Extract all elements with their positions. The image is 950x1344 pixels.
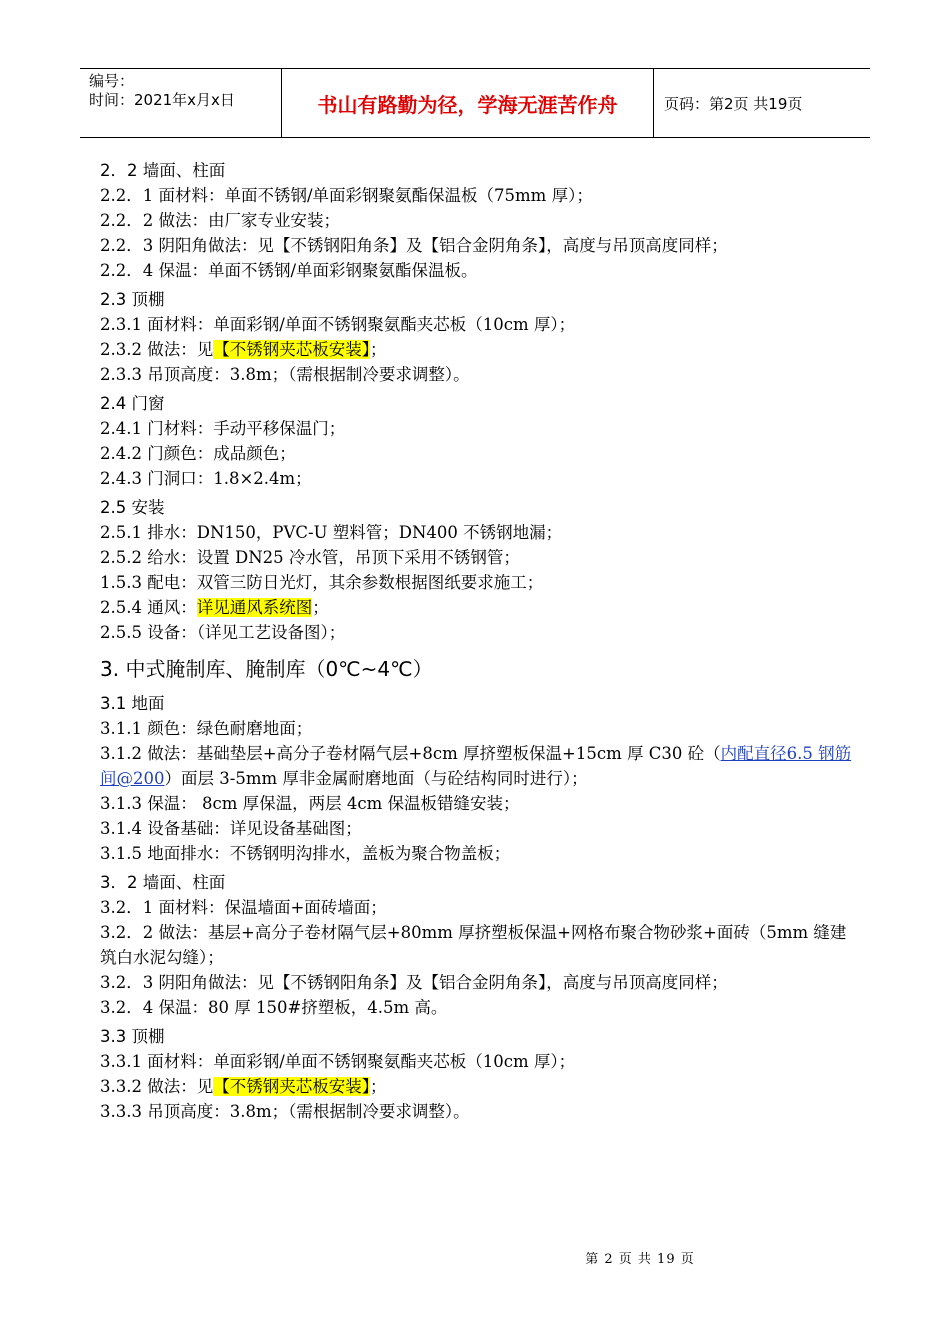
item-2-2-3: 2.2．3 阴阳角做法：见【不锈钢阳角条】及【铝合金阴角条】，高度与吊顶高度同样； [100,236,728,255]
item-2-3-1: 2.3.1 面材料：单面彩钢/单面不锈钢聚氨酯夹芯板（10cm 厚）； [100,315,576,334]
item-2-3-2 [100,337,860,362]
page-header [80,68,870,138]
item-2-5-5: 2.5.5 设备：（详见工艺设备图）； [100,623,346,642]
section-3-title: 3. 中式腌制库、腌制库（0℃~4℃） [100,657,433,681]
highlight-ventilation-diagram: 详见通风系统图 [196,598,313,617]
header-page-info [654,69,870,137]
item-3-3-2 [100,1074,860,1099]
item-2-3-3: 2.3.3 吊顶高度：3.8m；（需根据制冷要求调整）。 [100,365,470,384]
item-2-2-2: 2.2．2 做法：由厂家专业安装； [100,211,340,230]
item-2-5-4-end: ； [312,598,329,617]
time-label: 时间：2021年x月x日 [89,91,235,109]
heading-2-4: 2.4 门窗 [100,394,165,413]
number-label: 编号： [89,72,135,90]
heading-3-2: 3．2 墙面、柱面 [100,873,226,892]
highlight-sandwich-panel-install: 【不锈钢夹芯板安装】 [213,340,370,359]
heading-3-1: 3.1 地面 [100,694,165,713]
item-2-3-2-end: ； [369,340,387,359]
rebar-spec-link[interactable]: 内配直径6.5 钢筋间@200 [100,744,852,788]
item-2-3-2-text: 2.3.2 做法：见 [100,340,214,359]
heading-2-3: 2.3 顶棚 [100,290,165,309]
item-2-4-2: 2.4.2 门颜色：成品颜色； [100,444,296,463]
item-3-3-2-end: ； [369,1077,387,1096]
highlight-sandwich-panel-install-2: 【不锈钢夹芯板安装】 [213,1077,370,1096]
item-3-1-5: 3.1.5 地面排水：不锈钢明沟排水，盖板为聚合物盖板； [100,844,511,863]
page-footer: 第 2 页 共 19 页 [585,1252,695,1267]
item-2-5-4 [100,595,860,620]
item-3-3-3: 3.3.3 吊顶高度：3.8m；（需根据制冷要求调整）。 [100,1102,470,1121]
item-2-5-1: 2.5.1 排水：DN150，PVC-U 塑料管；DN400 不锈钢地漏； [100,523,563,542]
page-info: 页码：第2页 共19页 [664,94,803,113]
item-3-1-1: 3.1.1 颜色：绿色耐磨地面； [100,719,313,738]
item-3-1-2-text: 3.1.2 做法：基础垫层+高分子卷材隔气层+8cm 厚挤塑板保温+15cm 厚 C30 砼（ [100,744,721,763]
item-2-4-1: 2.4.1 门材料：手动平移保温门； [100,419,346,438]
item-1-5-3: 1.5.3 配电：双管三防日光灯，其余参数根据图纸要求施工； [100,573,544,592]
item-3-2-1: 3.2．1 面材料：保温墙面+面砖墙面； [100,898,387,917]
heading-2-5: 2.5 安装 [100,498,165,517]
item-3-3-1: 3.3.1 面材料：单面彩钢/单面不锈钢聚氨酯夹芯板（10cm 厚）； [100,1052,576,1071]
document-body [100,158,860,1124]
heading-3-3: 3.3 顶棚 [100,1027,165,1046]
header-meta [80,69,282,137]
item-3-2-4: 3.2．4 保温：80 厚 150#挤塑板，4.5m 高。 [100,998,448,1017]
item-2-2-4: 2.2．4 保温：单面不锈钢/单面彩钢聚氨酯保温板。 [100,261,478,280]
item-2-2-1: 2.2．1 面材料：单面不锈钢/单面彩钢聚氨酯保温板（75mm 厚）； [100,186,593,205]
item-3-2-3: 3.2．3 阴阳角做法：见【不锈钢阳角条】及【铝合金阴角条】，高度与吊顶高度同样； [100,973,728,992]
header-motto-cell [282,69,654,137]
item-3-1-4: 3.1.4 设备基础：详见设备基础图； [100,819,362,838]
item-2-5-2: 2.5.2 给水：设置 DN25 冷水管，吊顶下采用不锈钢管； [100,548,520,567]
item-3-1-3: 3.1.3 保温： 8cm 厚保温，两层 4cm 保温板错缝安装； [100,794,520,813]
item-3-3-2-text: 3.3.2 做法：见 [100,1077,214,1096]
item-2-4-3: 2.4.3 门洞口：1.8×2.4m； [100,469,312,488]
item-2-5-4-text: 2.5.4 通风： [100,598,197,617]
item-3-1-2-end: ）面层 3-5mm 厚非金属耐磨地面（与砼结构同时进行）； [164,769,588,788]
item-3-1-2 [100,741,860,791]
item-3-2-2: 3.2．2 做法：基层+高分子卷材隔气层+80mm 厚挤塑板保温+网格布聚合物砂浆+面砖（5mm 缝建筑白水泥勾缝）； [100,923,847,967]
motto: 书山有路勤为径，学海无涯苦作舟 [317,92,618,117]
heading-2-2: 2．2 墙面、柱面 [100,161,226,180]
